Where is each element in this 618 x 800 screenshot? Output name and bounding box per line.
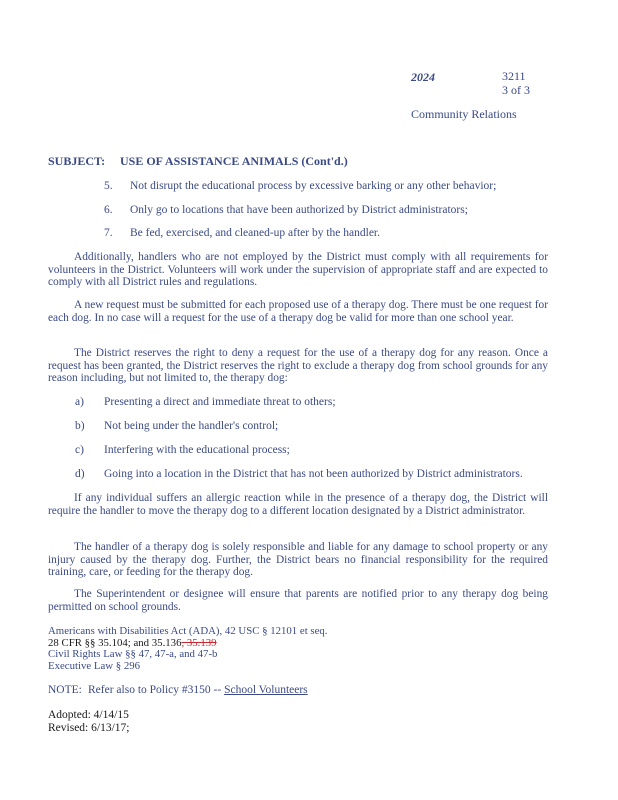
- list-item-text: Interfering with the educational process;: [104, 444, 290, 456]
- list-item-number: 7.: [104, 227, 113, 239]
- revised-date: Revised: 6/13/17;: [48, 721, 130, 734]
- list-item-text: Presenting a direct and immediate threat to others;: [104, 396, 336, 408]
- list-item-number: 6.: [104, 204, 113, 216]
- paragraph: [48, 251, 548, 289]
- school-volunteers-link[interactable]: School Volunteers: [224, 684, 308, 696]
- list-item-text: Not being under the handler's control;: [104, 420, 279, 432]
- policy-number: 3211: [502, 69, 526, 83]
- note-line: [48, 684, 308, 696]
- paragraph-text: A new request must be submitted for each proposed use of a therapy dog. There must be one request for each dog. In no case will a request for the use of a therapy dog be valid for more than one school year.: [48, 299, 548, 324]
- note-label: NOTE:: [48, 684, 82, 696]
- subject-label: SUBJECT:: [48, 154, 106, 168]
- list-item-text: Not disrupt the educational process by excessive barking or any other behavior;: [130, 180, 497, 192]
- list-item-number: 5.: [104, 180, 113, 192]
- subject-title: USE OF ASSISTANCE ANIMALS (Cont'd.): [120, 154, 348, 168]
- note-text: Refer also to Policy #3150 --: [88, 684, 225, 696]
- reference-ada: Americans with Disabilities Act (ADA), 42 USC § 12101 et seq.: [48, 625, 328, 637]
- list-item: [104, 180, 496, 192]
- list-item: [75, 468, 523, 480]
- paragraph-text: The Superintendent or designee will ensure that parents are notified prior to any therapy dog being permitted on school grounds.: [48, 588, 548, 613]
- paragraph: [48, 347, 548, 385]
- list-item-text: Only go to locations that have been authorized by District administrators;: [130, 204, 468, 216]
- list-item-text: Going into a location in the District that has not been authorized by District administrators.: [104, 468, 523, 480]
- paragraph-text: The handler of a therapy dog is solely responsible and liable for any damage to school property or any injury caused by the therapy dog. Further, the District bears no financial responsibility for the required training, care, or feeding for the therapy dog.: [48, 541, 548, 578]
- list-item-letter: a): [75, 396, 84, 408]
- paragraph: [48, 541, 548, 579]
- list-item-letter: c): [75, 444, 84, 456]
- paragraph-text: If any individual suffers an allergic reaction while in the presence of a therapy dog, the District will require the handler to move the therapy dog to a different location designated by a District administrator.: [48, 492, 548, 517]
- paragraph: [48, 492, 548, 517]
- list-item: [75, 396, 336, 408]
- list-item-letter: d): [75, 468, 85, 480]
- paragraph: [48, 588, 548, 613]
- list-item: [75, 420, 278, 432]
- list-item-letter: b): [75, 420, 85, 432]
- list-item: [75, 444, 290, 456]
- reference-cfr-text: 28 CFR §§ 35.104; and 35.136: [48, 636, 182, 649]
- reference-civil-rights: Civil Rights Law §§ 47, 47-a, and 47-b: [48, 648, 218, 661]
- paragraph-text: Additionally, handlers who are not employed by the District must comply with all requirements for volunteers in the District. Volunteers will work under the supervision of appropriate staff and are expected to comply with all District rules and regulations.: [48, 251, 548, 288]
- adopted-date: Adopted: 4/14/15: [48, 709, 129, 721]
- reference-executive: Executive Law § 296: [48, 659, 141, 672]
- policy-year: 2024: [411, 70, 435, 84]
- section-name: Community Relations: [411, 107, 517, 121]
- page-indicator: 3 of 3: [502, 83, 530, 97]
- subject-line: [48, 154, 348, 169]
- list-item: [104, 204, 468, 216]
- legal-references: [48, 626, 328, 672]
- list-item: [104, 227, 380, 239]
- list-item-text: Be fed, exercised, and cleaned-up after by the handler.: [130, 227, 381, 239]
- reference-cfr-struck: , 35.139: [181, 636, 217, 649]
- paragraph: [48, 299, 548, 324]
- adoption-info: [48, 709, 129, 734]
- paragraph-text: The District reserves the right to deny a request for the use of a therapy dog for any reason. Once a request has been granted, the District reserves the right to exclude a therapy dog from school grounds for any reason including, but not limited to, the therapy dog:: [48, 347, 548, 384]
